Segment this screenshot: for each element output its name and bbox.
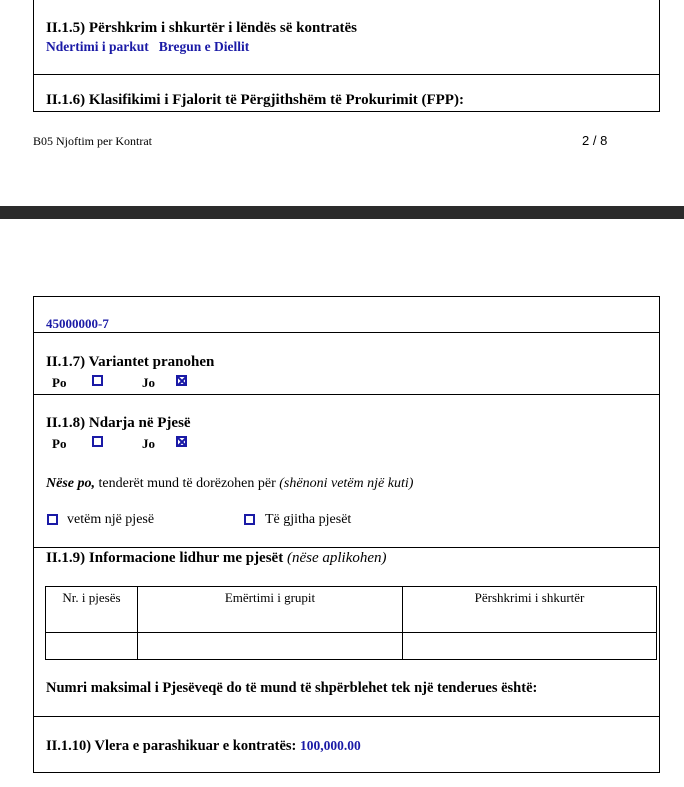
estimated-value: 100,000.00 [300,738,361,753]
divider [33,74,660,75]
lots-no-checkbox[interactable] [176,436,187,447]
one-lot-checkbox[interactable] [47,514,58,525]
contract-subject-part1: Ndertimi i parkut [46,39,149,54]
divider [33,547,660,548]
footer-doc-code: B05 Njoftim per Kontrat [33,134,152,148]
divider [33,716,660,717]
section-title-lots-info [46,550,387,567]
contract-subject-part2: Bregun e Diellit [158,39,250,54]
all-lots-label: Të gjitha pjesët [265,512,352,527]
table-cell[interactable] [403,633,657,660]
one-lot-label: vetëm një pjesë [67,512,155,527]
yes-label: Po [52,436,67,451]
divider [33,332,660,333]
lots-table-header: Emërtimi i grupit [138,587,403,633]
lots-instruction [46,476,413,492]
section-title: II.1.7) Variantet pranohen [46,354,215,370]
contract-subject-value [46,39,249,55]
section-title: II.1.10) Vlera e parashikuar e kontratës: [46,738,297,754]
section-title: II.1.9) Informacione lidhur me pjesët [46,550,284,566]
lots-table-header: Përshkrimi i shkurtër [403,587,657,633]
section-note: (nëse aplikohen) [283,550,387,566]
divider [33,394,660,395]
section-title: II.1.5) Përshkrim i shkurtër i lëndës së kontratës [46,20,357,36]
cpv-code: 45000000-7 [46,316,109,331]
section-title: II.1.8) Ndarja në Pjesë [46,415,191,431]
max-lots-text: Numri maksimal i Pjesëveqë do të mund të shpërblehet tek një tenderues është: [46,680,538,696]
table-cell[interactable] [138,633,403,660]
variants-no-checkbox[interactable] [176,375,187,386]
if-yes-lead: Nëse po, [46,476,95,491]
lots-table-header: Nr. i pjesës [46,587,138,633]
lots-yes-checkbox[interactable] [92,436,103,447]
estimated-value-line [46,738,361,755]
if-yes-text: tenderët mund të dorëzohen për [95,476,280,491]
no-label: Jo [142,436,155,451]
lots-table [45,586,657,660]
table-cell[interactable] [46,633,138,660]
footer-page-number: 2 / 8 [582,133,608,148]
no-label: Jo [142,375,155,390]
yes-label: Po [52,375,67,390]
section-title: II.1.6) Klasifikimi i Fjalorit të Përgjithshëm të Prokurimit (FPP): [46,92,464,108]
if-yes-note: (shënoni vetëm një kuti) [279,476,414,491]
page-separator [0,206,684,219]
all-lots-checkbox[interactable] [244,514,255,525]
variants-yes-checkbox[interactable] [92,375,103,386]
table-row [46,633,657,660]
